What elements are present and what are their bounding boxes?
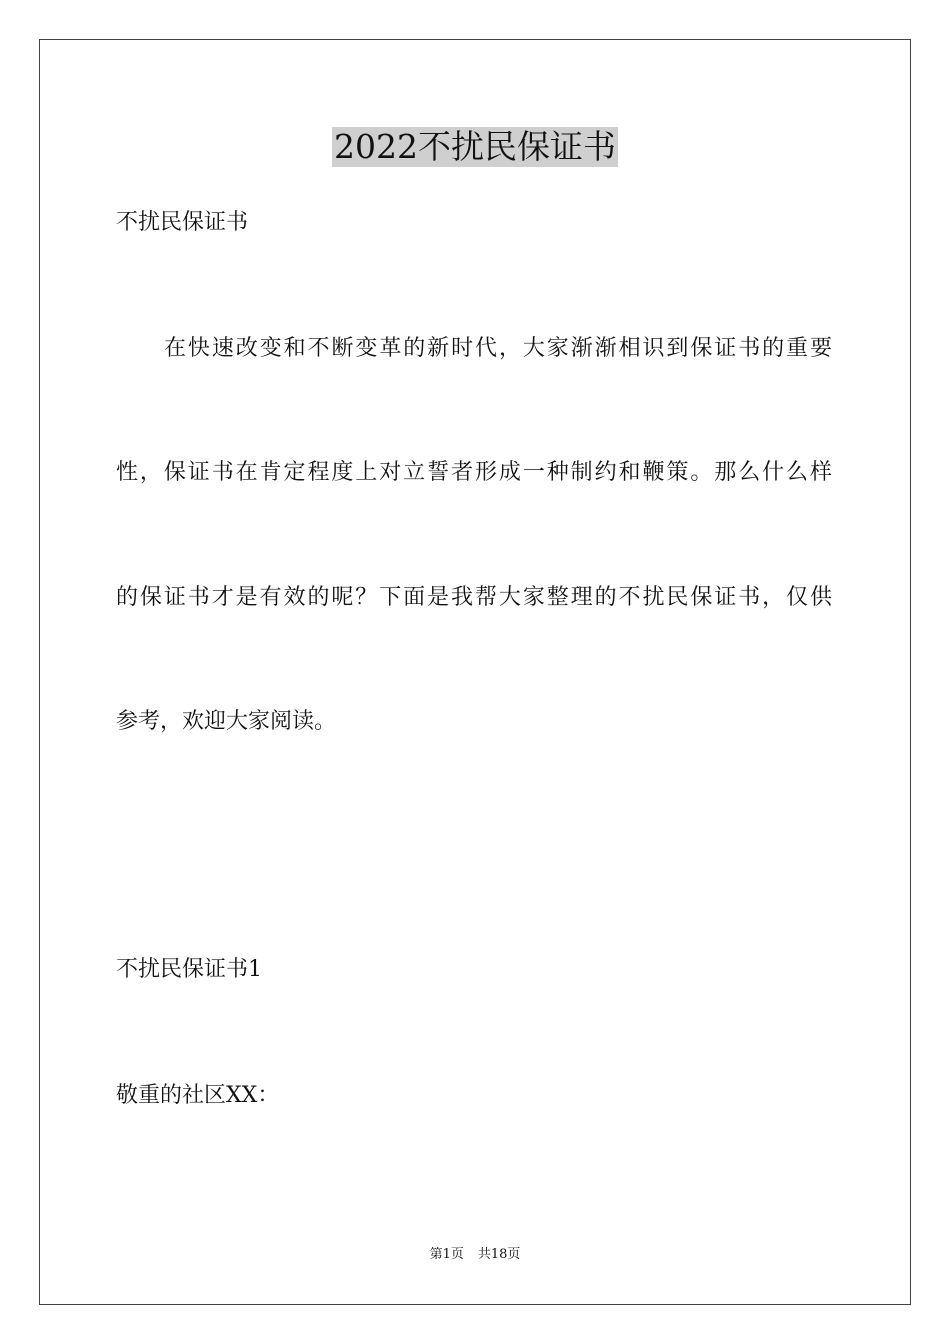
page-total: 共18页	[477, 1247, 521, 1262]
document-title	[0, 127, 950, 167]
section-heading: 不扰民保证书1	[116, 957, 262, 982]
intro-line-3: 的保证书才是有效的呢？下面是我帮大家整理的不扰民保证书，仅供	[116, 585, 832, 610]
salutation: 敬重的社区XX：	[116, 1083, 280, 1108]
intro-line-2: 性，保证书在肯定程度上对立誓者形成一种制约和鞭策。那么什么样	[116, 460, 832, 485]
intro-line-4: 参考，欢迎大家阅读。	[116, 709, 337, 734]
page-footer	[0, 1246, 950, 1264]
document-title-text: 2022不扰民保证书	[334, 127, 616, 166]
page-number: 第1页	[429, 1247, 464, 1262]
document-subtitle: 不扰民保证书	[116, 210, 249, 235]
intro-line-1: 在快速改变和不断变革的新时代，大家渐渐相识到保证书的重要	[164, 336, 832, 361]
